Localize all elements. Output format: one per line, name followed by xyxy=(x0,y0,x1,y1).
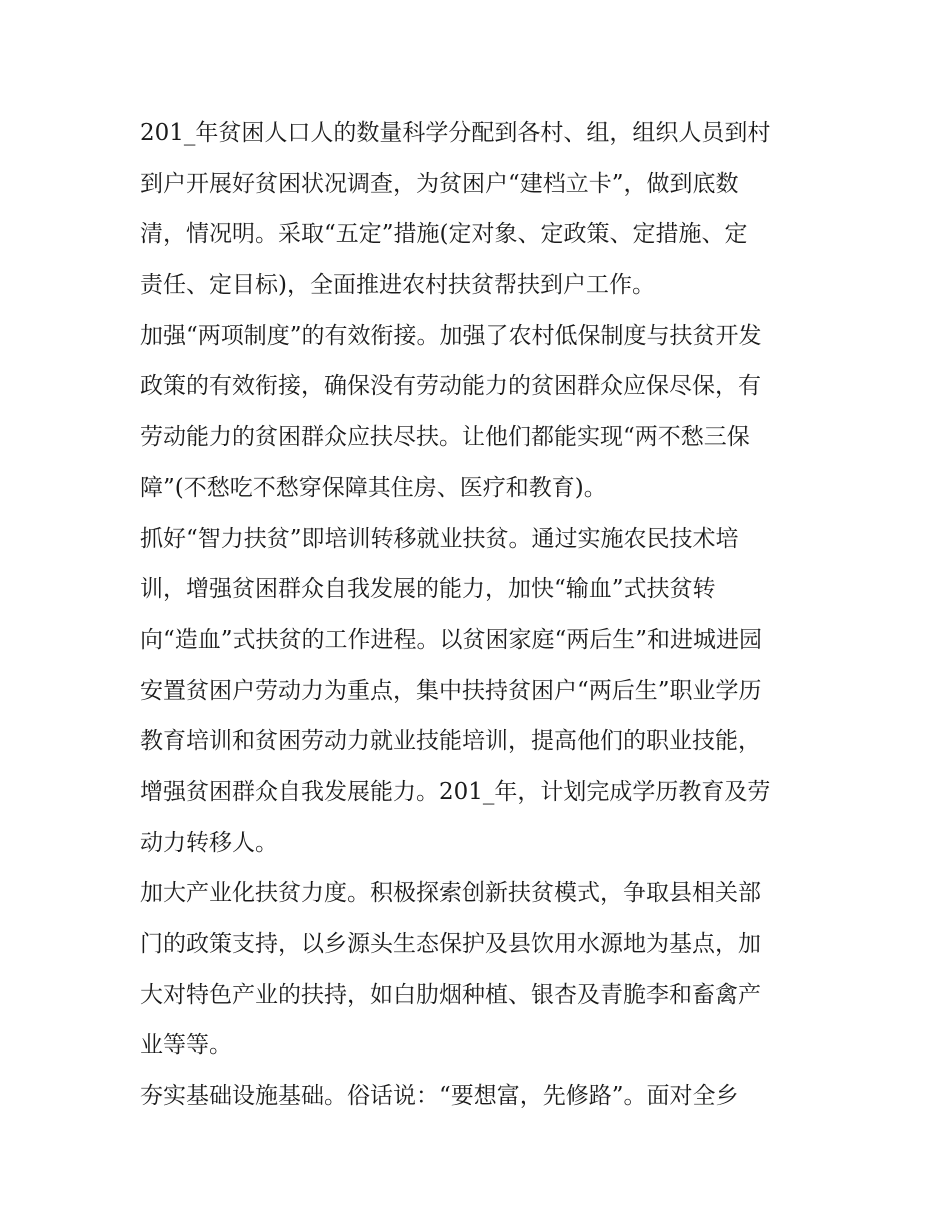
text-line: 安置贫困户劳动力为重点，集中扶持贫困户“两后生”职业学历 xyxy=(140,677,762,704)
text-line: 到户开展好贫困状况调查，为贫困户“建档立卡”，做到底数 xyxy=(140,170,739,197)
text-line: 门的政策支持，以乡源头生态保护及县饮用水源地为基点，加 xyxy=(140,931,761,957)
text-line: 加强“两项制度”的有效衔接。加强了农村低保制度与扶贫开发 xyxy=(140,322,762,349)
text-line: 夯实基础设施基础。俗话说：“要想富，先修路”。面对全乡 xyxy=(140,1083,739,1110)
text-line: 201_年贫困人口人的数量科学分配到各村、组，组织人员到村 xyxy=(140,120,771,146)
text-line: 大对特色产业的扶持，如白肋烟种植、银杏及青脆李和畜禽产 xyxy=(140,981,761,1008)
text-line: 训，增强贫困群众自我发展的能力，加快“输血”式扶贫转 xyxy=(140,576,716,603)
text-line: 抓好“智力扶贫”即培训转移就业扶贫。通过实施农民技术培 xyxy=(140,525,739,552)
text-line: 业等等。 xyxy=(140,1032,232,1059)
text-line: 教育培训和贫困劳动力就业技能培训，提高他们的职业技能， xyxy=(140,728,761,755)
text-line: 增强贫困群众自我发展能力。201_年，计划完成学历教育及劳 xyxy=(140,778,771,805)
text-line: 向“造血”式扶贫的工作进程。以贫困家庭“两后生”和进城进园 xyxy=(140,626,763,653)
text-line: 加大产业化扶贫力度。积极探索创新扶贫模式，争取县相关部 xyxy=(140,880,761,907)
text-line: 动力转移人。 xyxy=(140,829,278,856)
text-line: 责任、定目标)，全面推进农村扶贫帮扶到户工作。 xyxy=(140,272,655,299)
document-body xyxy=(140,108,820,1122)
text-line: 障”(不愁吃不愁穿保障其住房、医疗和教育)。 xyxy=(140,474,607,501)
text-line: 清，情况明。采取“五定”措施(定对象、定政策、定措施、定 xyxy=(140,221,748,248)
text-line: 劳动能力的贫困群众应扶尽扶。让他们都能实现“两不愁三保 xyxy=(140,424,750,451)
text-line: 政策的有效衔接，确保没有劳动能力的贫困群众应保尽保，有 xyxy=(140,373,761,400)
